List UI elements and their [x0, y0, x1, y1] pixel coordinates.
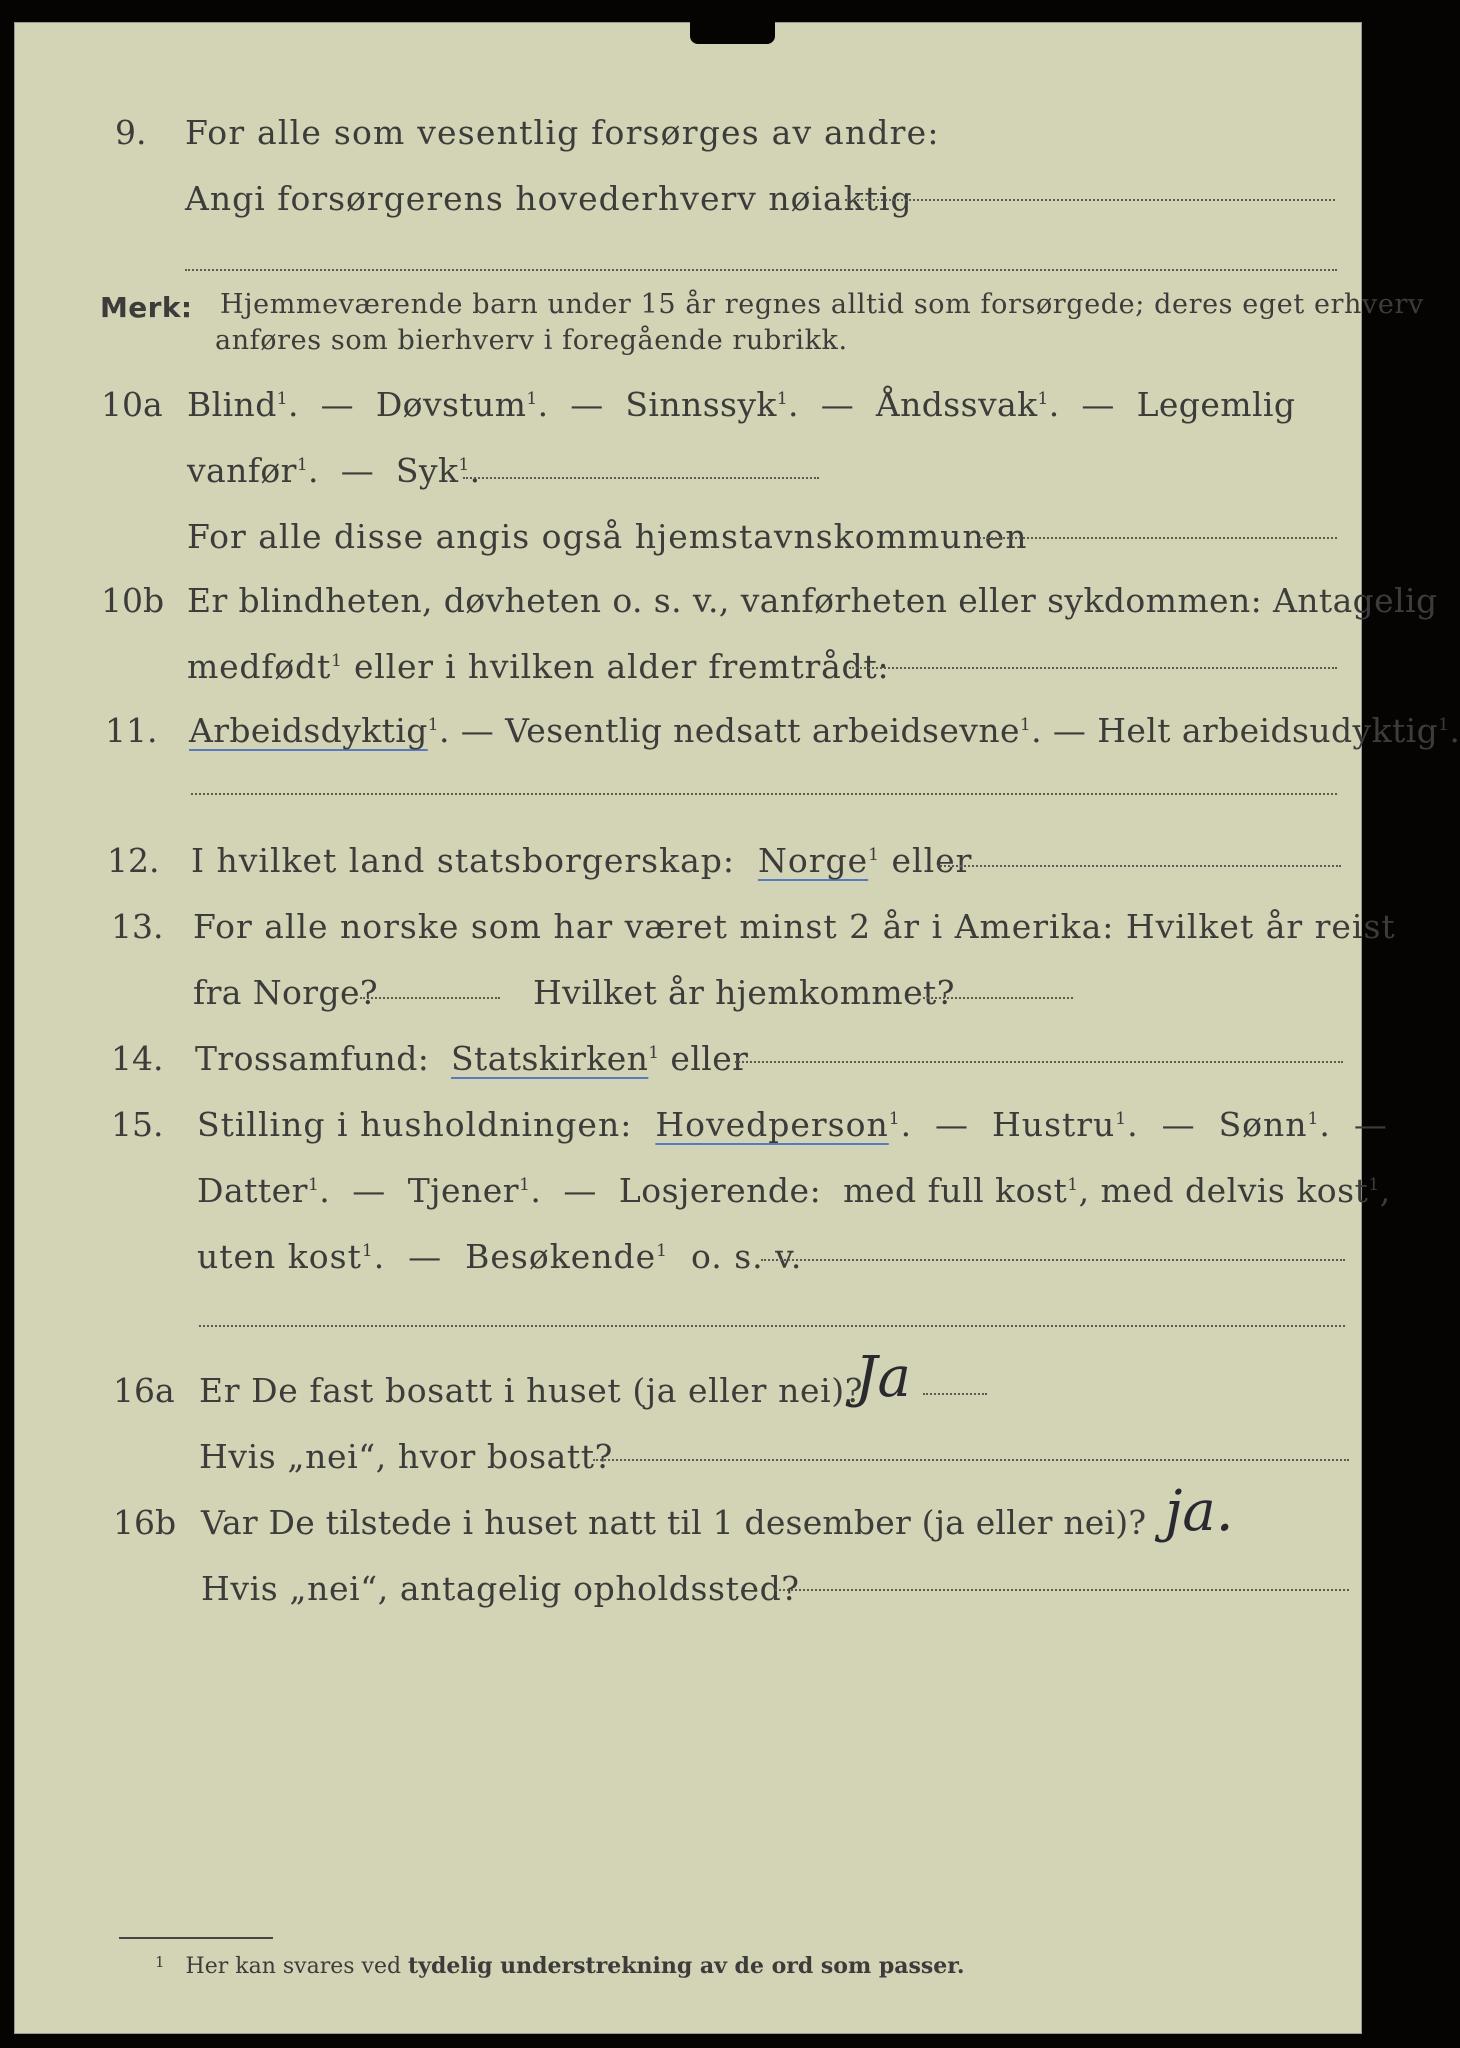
q16b-number: 16b [113, 1503, 177, 1542]
q11-answer-line [191, 793, 1337, 795]
footnote-mark: 1 [155, 1953, 165, 1971]
opt-statskirken-underlined: Statskirken [451, 1039, 649, 1078]
q15-line1: Stilling i husholdningen: Hovedperson$^1$. — Hustru$^1$. — Sønn$^1$. — [197, 1105, 1388, 1144]
q16b-line2: Hvis „nei“, antagelig opholdssted? [201, 1569, 800, 1608]
merk-line2: anføres som bierhverv i foregående rubrikk. [215, 325, 848, 356]
opt-blind: Blind [187, 385, 277, 424]
opt-arbeidsdyktig-underlined: Arbeidsdyktig [189, 711, 428, 750]
q12-line: I hvilket land statsborgerskap: Norge$^1$ eller [191, 841, 973, 880]
q10b-answer-line [849, 667, 1337, 669]
q10a-line2: vanfør$^1$. — Syk$^1$. [187, 451, 481, 490]
q14-answer-line [735, 1061, 1343, 1063]
q15-line3: uten kost$^1$. — Besøkende$^1$ o. s. v. [197, 1237, 803, 1276]
footnote: $^1$ Her kan svares ved tydelig understrekning av de ord som passer. [155, 1953, 965, 1979]
q16a-handwritten-answer: Ja [855, 1345, 911, 1410]
q9-line2: Angi forsørgerens hovederhverv nøiaktig [185, 179, 913, 218]
q13-hjem-answer-line [923, 997, 1073, 999]
q13-line2-b: Hvilket år hjemkommet? [533, 973, 955, 1012]
opt-medfodt: medfødt [187, 647, 332, 686]
q11-line: Arbeidsdyktig$^1$. — Vesentlig nedsatt arbeidsevne$^1$. — Helt arbeidsudyktig$^1$. [189, 711, 1460, 750]
opt-legemlig: Legemlig [1136, 385, 1296, 424]
q9-answer-line-2 [185, 269, 1337, 271]
q16a-line2-answer-line [593, 1459, 1349, 1461]
q16a-answer-line [923, 1393, 987, 1395]
q13-line2-a: fra Norge? [193, 973, 379, 1012]
q10b-line1: Er blindheten, døvheten o. s. v., vanførheten eller sykdommen: Antagelig [187, 581, 1438, 620]
q16a-number: 16a [113, 1371, 175, 1410]
q10a-line1: Blind$^1$. — Døvstum$^1$. — Sinnssyk$^1$. — Åndssvak$^1$. — Legemlig [187, 385, 1296, 424]
q9-line1: For alle som vesentlig forsørges av andre: [185, 113, 940, 152]
q10a-number: 10a [101, 385, 163, 424]
opt-dovstum: Døvstum [375, 385, 527, 424]
q16b-answer-line [775, 1589, 1349, 1591]
q14-line: Trossamfund: Statskirken$^1$ eller [195, 1039, 749, 1078]
q15-answer-line [761, 1259, 1345, 1261]
q16a-line1: Er De fast bosatt i huset (ja eller nei)? [199, 1371, 863, 1410]
q12-answer-line [937, 865, 1341, 867]
q12-number: 12. [107, 841, 160, 880]
footnote-rule [119, 1937, 273, 1939]
q10b-number: 10b [101, 581, 165, 620]
binding-tab [690, 1, 775, 44]
merk-line1: Hjemmeværende barn under 15 år regnes alltid som forsørgede; deres eget erhverv [220, 289, 1424, 320]
opt-sinnssyk: Sinnssyk [625, 385, 777, 424]
q10a-answer-line [979, 537, 1337, 539]
q16b-handwritten-answer: ja. [1165, 1479, 1234, 1544]
opt-vanfor: vanfør [187, 451, 297, 490]
opt-norge-underlined: Norge [758, 841, 869, 880]
q14-number: 14. [111, 1039, 164, 1078]
q9-number: 9. [115, 113, 147, 152]
q15-answer-line-2 [199, 1325, 1345, 1327]
q11-number: 11. [105, 711, 158, 750]
q13-line1: For alle norske som har været minst 2 år i Amerika: Hvilket år reist [193, 907, 1396, 946]
q13-fra-answer-line [360, 997, 500, 999]
opt-andssvak: Åndssvak [875, 385, 1038, 424]
opt-syk: Syk [395, 451, 459, 490]
q9-answer-line [845, 199, 1335, 201]
q15-line2: Datter$^1$. — Tjener$^1$. — Losjerende: med full kost$^1$, med delvis kost$^1$, [197, 1171, 1391, 1210]
q16b-line1: Var De tilstede i huset natt til 1 desember (ja eller nei)? [201, 1503, 1147, 1542]
census-form-page [14, 22, 1460, 2034]
q10a-syk-line [463, 477, 819, 479]
q13-number: 13. [111, 907, 164, 946]
opt-hovedperson-underlined: Hovedperson [655, 1105, 889, 1144]
q15-number: 15. [111, 1105, 164, 1144]
q10a-line3: For alle disse angis også hjemstavnskommunen [187, 517, 1028, 556]
q16a-line2: Hvis „nei“, hvor bosatt? [199, 1437, 613, 1476]
q10b-line2: medfødt$^1$ eller i hvilken alder fremtrådt: [187, 647, 890, 686]
merk-label: Merk: [100, 291, 193, 324]
